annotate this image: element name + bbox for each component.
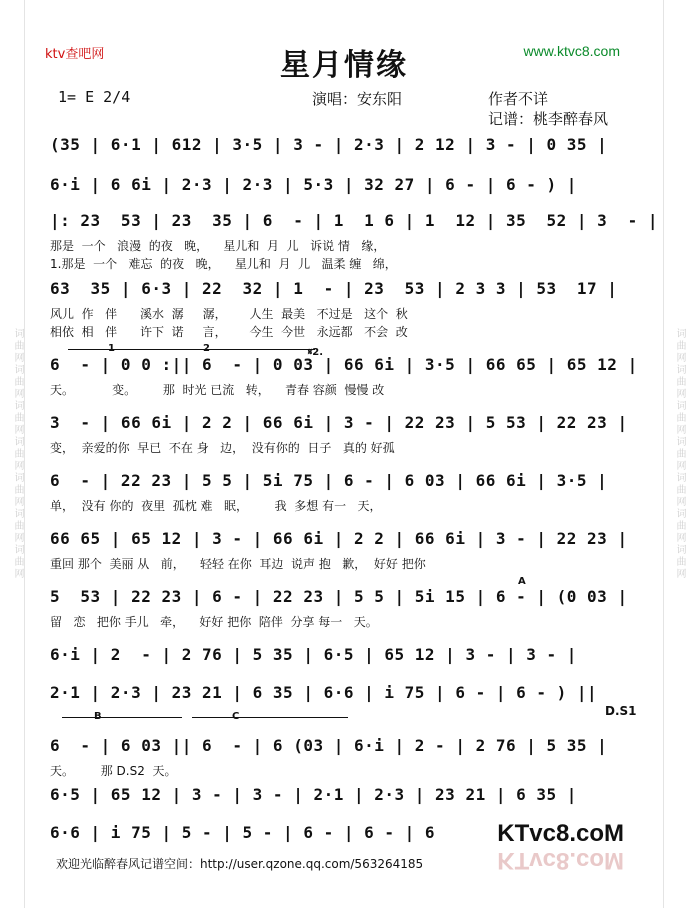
notes-line: 6·6 | i 75 | 5 - | 5 - | 6 - | 6 - | 6: [50, 823, 436, 842]
lyric-line: 留 恋 把你 手儿 牵， 好好 把你 陪伴 分享 每一 天。: [50, 615, 378, 629]
author: 作者不详: [488, 90, 549, 108]
notes-line: (35 | 6·1 | 612 | 3·5 | 3 - | 2·3 | 2 12 | 3 - | 0 35 |: [50, 135, 608, 154]
lyric-line: 天。 变。 那 时光 已流 转， 青春 容颜 慢慢 改: [50, 383, 385, 397]
marker-c: C: [232, 711, 240, 722]
notes-line: 6 - | 0 0 :|| 6 - | 0 03 | 66 6i | 3·5 | 66 65 | 65 12 |: [50, 355, 638, 374]
song-title: 星月情缘: [280, 48, 408, 83]
volta-1: 1: [108, 343, 115, 354]
right-border: [663, 0, 664, 908]
notes-line: 6·i | 2 - | 2 76 | 5 35 | 6·5 | 65 12 | 3 - | 3 - |: [50, 645, 577, 664]
recorder: 记谱：桃李醉春风: [488, 110, 609, 128]
lyric-line: 那是 一个 浪漫 的夜 晚， 星儿和 月 儿 诉说 情 缘，: [50, 239, 386, 253]
marker-c-line: [192, 717, 348, 718]
notes-line: 63 35 | 6·3 | 22 32 | 1 - | 23 53 | 2 3 3 | 53 17 |: [50, 279, 618, 298]
notes-line: 5 53 | 22 23 | 6 - | 22 23 | 5 5 | 5i 15 | 6 - | (0 03 |: [50, 587, 628, 606]
side-watermark-right: 词曲网词曲网词曲网词曲网词曲网词曲网词曲网: [674, 328, 685, 580]
lyric-line: 重回 那个 美丽 从 前， 轻轻 在你 耳边 说声 抱 歉， 好好 把你: [50, 557, 426, 571]
volta-2: 2: [203, 343, 210, 354]
notes-line: 66 65 | 65 12 | 3 - | 66 6i | 2 2 | 66 6i | 3 - | 22 23 |: [50, 529, 628, 548]
side-watermark-left: 词曲网词曲网词曲网词曲网词曲网词曲网词曲网: [12, 328, 23, 580]
footer-link[interactable]: 欢迎光临醉春风记谱空间：http://user.qzone.qq.com/563264185: [56, 857, 424, 871]
left-border: [24, 0, 25, 908]
notes-line: 6·i | 6 6i | 2·3 | 2·3 | 5·3 | 32 27 | 6 - | 6 - ) |: [50, 175, 577, 194]
site-watermark: KTvc8.coM: [497, 820, 624, 847]
lyric-line: 变， 亲爱的你 早已 不在 身 边， 没有你的 日子 真的 好孤: [50, 441, 395, 455]
notes-line: 2·1 | 2·3 | 23 21 | 6 35 | 6·6 | i 75 | 6 - | 6 - ) ||: [50, 683, 598, 702]
notes-line: 3 - | 66 6i | 2 2 | 66 6i | 3 - | 22 23 | 5 53 | 22 23 |: [50, 413, 628, 432]
lyric-line: 风儿 作 伴 溪水 潺 潺， 人生 最美 不过是 这个 秋: [50, 307, 408, 321]
marker-a: A: [518, 576, 526, 587]
singer: 演唱：安东阳: [312, 90, 403, 108]
site-watermark-reflection: KTvc8.coM: [497, 847, 624, 874]
notes-line: 6 - | 6 03 || 6 - | 6 (03 | 6·i | 2 - | 2 76 | 5 35 |: [50, 736, 608, 755]
lyric-line: 1.那是 一个 难忘 的夜 晚， 星儿和 月 儿 温柔 缠 绵，: [50, 257, 397, 271]
lyric-line: 天。 那 D.S2 天。: [50, 764, 177, 778]
segno-2: 𝄋2.: [308, 347, 324, 358]
marker-b: B: [94, 711, 102, 722]
marker-b-line: [62, 717, 182, 718]
lyric-line: 相依 相 伴 许下 诺 言， 今生 今世 永远都 不会 改: [50, 325, 408, 339]
notes-line: 6 - | 22 23 | 5 5 | 5i 75 | 6 - | 6 03 | 66 6i | 3·5 |: [50, 471, 608, 490]
key-signature: 1= E 2/4: [58, 88, 131, 106]
volta-2-line: [175, 349, 315, 350]
site-label-left[interactable]: ktv查吧网: [45, 47, 105, 62]
site-label-right[interactable]: www.ktvc8.com: [523, 43, 620, 59]
ds1-marker: D.S1: [605, 704, 637, 718]
notes-line: |: 23 53 | 23 35 | 6 - | 1 1 6 | 1 12 | 35 52 | 3 - |: [50, 211, 658, 230]
lyric-line: 单， 没有 你的 夜里 孤枕 难 眠， 我 多想 有一 天，: [50, 499, 382, 513]
notes-line: 6·5 | 65 12 | 3 - | 3 - | 2·1 | 2·3 | 23 21 | 6 35 |: [50, 785, 577, 804]
